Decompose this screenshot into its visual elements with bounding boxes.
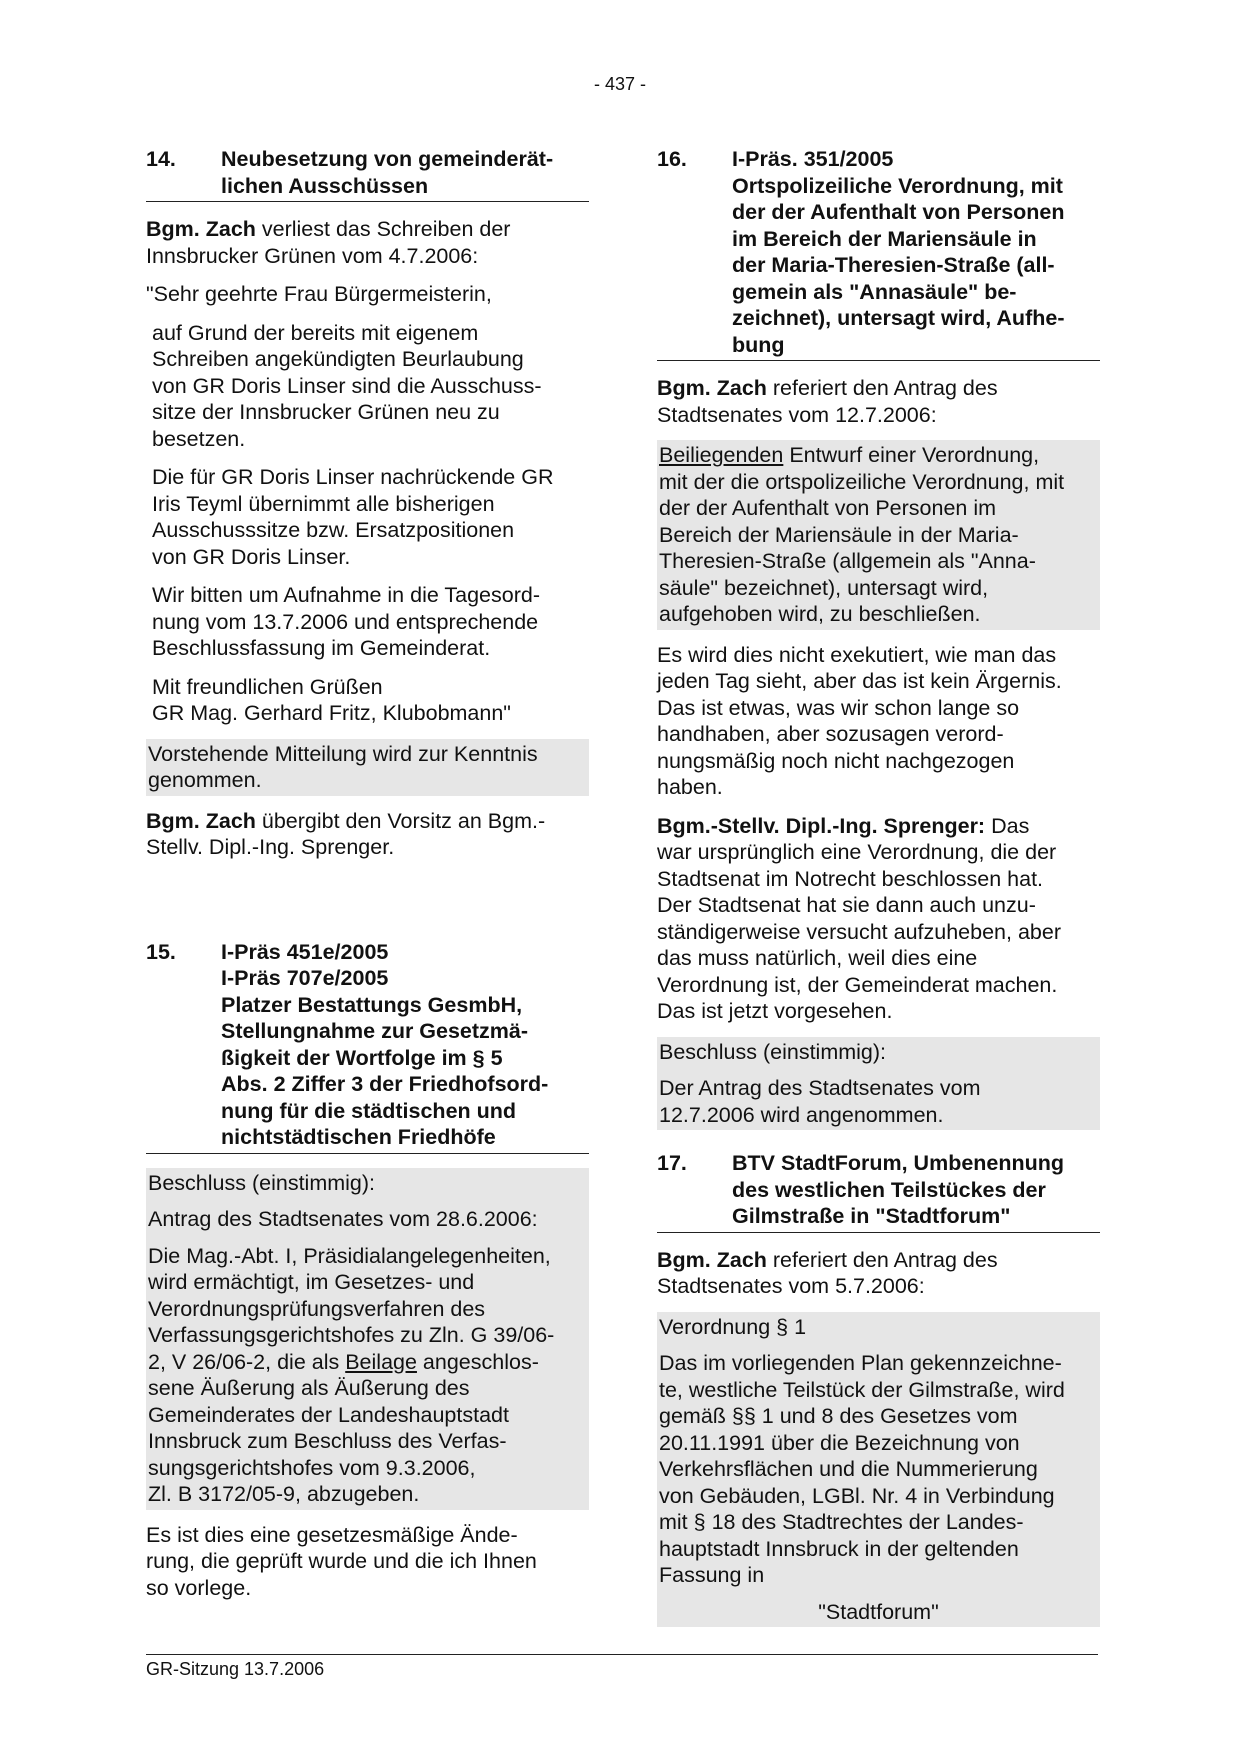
item-16-heading [657, 146, 1100, 361]
item-number: 16. [657, 147, 687, 171]
text-line: Das ist etwas, was wir schon lange so [657, 695, 1020, 720]
speaker: Bgm. Zach [146, 808, 256, 833]
title-line: nichtstädtischen Friedhöfe [221, 1125, 496, 1149]
text-line: Stadtsenat im Notrecht beschlossen hat. [657, 866, 1044, 891]
decision-box [657, 1037, 1100, 1131]
text-line: Iris Teyml übernimmt alle bisherigen [152, 491, 495, 516]
text-line: säule" bezeichnet), untersagt wird, [659, 575, 989, 600]
text-line: nung vom 13.7.2006 und entsprechende [152, 609, 539, 634]
ordinance-text [659, 1350, 1098, 1589]
title-line: der der Aufenthalt von Personen [732, 200, 1065, 224]
text-line: Es ist dies eine gesetzesmäßige Ände- [146, 1522, 518, 1547]
ordinance-box [657, 1312, 1100, 1628]
text-line: Gemeinderates der Landeshauptstadt [148, 1402, 509, 1427]
paragraph [657, 1247, 1100, 1300]
text-line: Die für GR Doris Linser nachrückende GR [152, 465, 554, 489]
text-line: Das ist jetzt vorgesehen. [657, 999, 893, 1023]
text: übergibt den Vorsitz an Bgm.- [255, 808, 546, 833]
text-line: Ausschusssitze bzw. Ersatzpositionen [152, 518, 515, 542]
title-line: zeichnet), untersagt wird, Aufhe- [732, 306, 1065, 330]
text-line: jeden Tag sieht, aber das ist kein Ärgernis. [657, 669, 1062, 693]
right-column [657, 146, 1100, 1639]
text-line: so vorlege. [146, 1575, 252, 1600]
page-number: - 437 - [593, 74, 647, 94]
letter-closing [146, 674, 589, 727]
decision-box [146, 1168, 589, 1510]
paragraph [146, 216, 589, 269]
text-line: sene Äußerung als Äußerung des [148, 1376, 470, 1400]
letter-paragraph [146, 320, 589, 453]
item-title [221, 146, 589, 199]
text-line: Verordnung ist, der Gemeinderat machen. [657, 972, 1058, 997]
title-line: im Bereich der Mariensäule in [732, 226, 1037, 251]
text-line: Fassung in [659, 1563, 765, 1587]
text-line: ständigerweise versucht aufzuheben, aber [657, 919, 1061, 944]
title-line: lichen Ausschüssen [221, 173, 429, 198]
text-line: Zl. B 3172/05-9, abzugeben. [148, 1482, 420, 1506]
underlined-text: Beilage [345, 1349, 417, 1374]
decision: Beschluss (einstimmig): [148, 1170, 375, 1195]
text-line: Verkehrsflächen und die Nummerierung [659, 1457, 1038, 1481]
text-line: Stadtsenates vom 5.7.2006: [657, 1274, 925, 1298]
text-line: das muss natürlich, weil dies eine [657, 946, 978, 970]
text-line: von GR Doris Linser sind die Ausschuss- [152, 373, 542, 398]
text-line: Wir bitten um Aufnahme in die Tagesord- [152, 583, 540, 607]
text-line: wird ermächtigt, im Gesetzes- und [148, 1270, 475, 1294]
resolution [148, 1243, 587, 1508]
item-15-heading [146, 939, 589, 1154]
title-line: gemein als "Annasäule" be- [732, 279, 1017, 304]
item-17-heading [657, 1150, 1100, 1233]
paragraph [146, 808, 589, 861]
text: Entwurf einer Verordnung, [783, 443, 1040, 467]
title-line: BTV StadtForum, Umbenennung [732, 1151, 1065, 1175]
item-title [732, 146, 1100, 358]
title-line: des westlichen Teilstückes der [732, 1177, 1046, 1202]
text-line: sungsgerichtshofes vom 9.3.2006, [148, 1455, 476, 1480]
notice-box [146, 739, 589, 796]
text-line: Der Stadtsenat hat sie dann auch unzu- [657, 893, 1036, 917]
paragraph [657, 375, 1100, 428]
text: verliest das Schreiben der [255, 217, 511, 241]
text-line: Stadtsenates vom 12.7.2006: [657, 402, 937, 427]
title-line: Neubesetzung von gemeinderät- [221, 147, 554, 171]
text-line: auf Grund der bereits mit eigenem [152, 320, 479, 345]
title-line: bung [732, 332, 785, 357]
text-line: Es wird dies nicht exekutiert, wie man das [657, 642, 1057, 667]
speaker: Bgm.-Stellv. Dipl.-Ing. Sprenger: [657, 813, 986, 838]
text-line: sitze der Innsbrucker Grünen neu zu [152, 400, 500, 424]
motion-box [657, 440, 1100, 630]
title-line: I-Präs 451e/2005 [221, 939, 389, 964]
title-line: Platzer Bestattungs GesmbH, [221, 992, 523, 1017]
motion-text [659, 442, 1098, 628]
text-line: Bereich der Mariensäule in der Maria- [659, 522, 1019, 547]
text-line: GR Mag. Gerhard Fritz, Klubobmann" [152, 701, 511, 725]
salutation: "Sehr geehrte Frau Bürgermeisterin, [146, 282, 492, 306]
item-number: 17. [657, 1151, 687, 1175]
text-line: Das im vorliegenden Plan gekennzeichne- [659, 1351, 1062, 1375]
paragraph [657, 642, 1100, 801]
text-line: mit § 18 des Stadtrechtes der Landes- [659, 1510, 1024, 1534]
title-line: der Maria-Theresien-Straße (all- [732, 253, 1055, 277]
item-title [732, 1150, 1100, 1230]
item-number: 14. [146, 147, 176, 171]
title-line: Gilmstraße in "Stadtforum" [732, 1204, 1011, 1228]
text-line: Schreiben angekündigten Beurlaubung [152, 347, 524, 371]
text-line: genommen. [148, 768, 262, 792]
title-line: Stellungnahme zur Gesetzmä- [221, 1019, 529, 1043]
text-line: mit der die ortspolizeiliche Verordnung, mit [659, 469, 1065, 494]
title-line: nung für die städtischen und [221, 1098, 517, 1123]
text-line: Verfassungsgerichtshofes zu Zln. G 39/06- [148, 1323, 555, 1347]
result [659, 1075, 1098, 1128]
decision: Beschluss (einstimmig): [659, 1039, 886, 1064]
text-line: Vorstehende Mitteilung wird zur Kenntnis [148, 741, 538, 766]
speaker: Bgm. Zach [657, 1247, 767, 1272]
text-line: 12.7.2006 wird angenommen. [659, 1102, 944, 1127]
text-line: Innsbrucker Grünen vom 4.7.2006: [146, 243, 479, 268]
text-line: Mit freundlichen Grüßen [152, 674, 383, 699]
text-line: Stellv. Dipl.-Ing. Sprenger. [146, 835, 395, 859]
text-line: von GR Doris Linser. [152, 544, 351, 569]
footer: GR-Sitzung 13.7.2006 [146, 1654, 1098, 1680]
text-line: nungsmäßig noch nicht nachgezogen [657, 748, 1015, 773]
text: referiert den Antrag des [766, 376, 998, 400]
motion: Antrag des Stadtsenates vom 28.6.2006: [148, 1207, 538, 1231]
title-line: I-Präs 707e/2005 [221, 966, 389, 990]
text-line: haben. [657, 775, 723, 799]
text-line: handhaben, aber sozusagen verord- [657, 722, 1004, 746]
title-line: Ortspolizeiliche Verordnung, mit [732, 173, 1063, 198]
letter-paragraph [146, 464, 589, 570]
text: angeschlos- [416, 1349, 539, 1374]
item-title [221, 939, 589, 1151]
left-column [146, 146, 589, 1613]
paragraph [657, 813, 1100, 1025]
text-line: Der Antrag des Stadtsenates vom [659, 1076, 981, 1100]
text: Das [985, 813, 1030, 838]
text-line: te, westliche Teilstück der Gilmstraße, wird [659, 1377, 1065, 1402]
text-line: Die Mag.-Abt. I, Präsidialangelegenheiten, [148, 1243, 551, 1268]
text-line: Verordnungsprüfungsverfahren des [148, 1296, 486, 1321]
text: referiert den Antrag des [766, 1247, 998, 1272]
text: 2, V 26/06-2, die als [148, 1349, 346, 1374]
text-line: hauptstadt Innsbruck in der geltenden [659, 1536, 1019, 1561]
text-line: gemäß §§ 1 und 8 des Gesetzes vom [659, 1404, 1018, 1428]
text-line: aufgehoben wird, zu beschließen. [659, 602, 981, 626]
ordinance-heading: Verordnung § 1 [659, 1314, 807, 1339]
text-line: war ursprünglich eine Verordnung, die der [657, 840, 1057, 864]
item-14-heading [146, 146, 589, 202]
text-line: von Gebäuden, LGBl. Nr. 4 in Verbindung [659, 1483, 1055, 1508]
text-line: der der Aufenthalt von Personen im [659, 496, 997, 520]
new-street-name: "Stadtforum" [818, 1599, 939, 1624]
text-line: rung, die geprüft wurde und die ich Ihnen [146, 1549, 537, 1573]
underlined-text: Beiliegenden [659, 443, 784, 467]
text-line: Beschlussfassung im Gemeinderat. [152, 636, 491, 660]
title-line: Abs. 2 Ziffer 3 der Friedhofsord- [221, 1072, 549, 1096]
text-line: Theresien-Straße (allgemein als "Anna- [659, 549, 1036, 573]
text-line: 20.11.1991 über die Bezeichnung von [659, 1430, 1020, 1455]
title-line: I-Präs. 351/2005 [732, 147, 894, 171]
speaker: Bgm. Zach [146, 217, 256, 241]
speaker: Bgm. Zach [657, 376, 767, 400]
notice [148, 741, 587, 794]
paragraph [146, 1522, 589, 1602]
title-line: ßigkeit der Wortfolge im § 5 [221, 1045, 503, 1070]
letter-paragraph [146, 582, 589, 662]
text-line: Innsbruck zum Beschluss des Verfas- [148, 1429, 507, 1453]
text-line: besetzen. [152, 426, 246, 451]
item-number: 15. [146, 939, 176, 964]
